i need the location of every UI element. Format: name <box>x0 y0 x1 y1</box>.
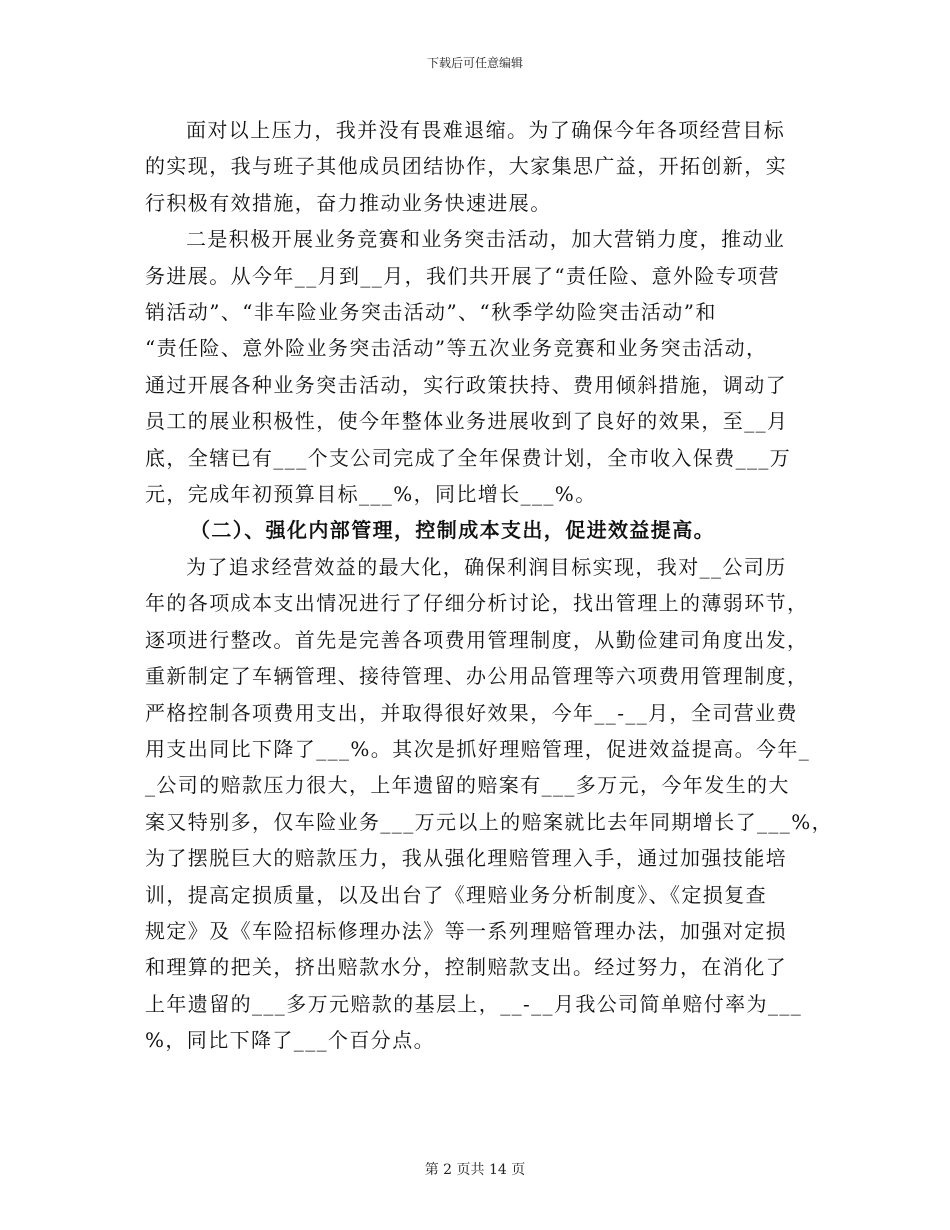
text-line: 的实现，我与班子其他成员团结协作，大家集思广益，开拓创新，实 <box>145 154 787 179</box>
section-heading <box>145 512 805 548</box>
text-line: 为了追求经营效益的最大化，确保利润目标实现，我对__公司历 <box>186 554 787 579</box>
text-line: 用支出同比下降了___%。其次是抓好理赔管理，促进效益提高。今年_ <box>145 736 811 761</box>
text-line: 逐项进行整改。首先是完善各项费用管理制度，从勤俭建司角度出发， <box>145 627 809 652</box>
heading-line: （二）、强化内部管理，控制成本支出，促进效益提高。 <box>190 518 715 543</box>
page-footer: 第 2 页共 14 页 <box>424 1162 526 1178</box>
page-header: 下载后可任意编辑 <box>426 56 523 70</box>
text-line: 务进展。从今年__月到__月，我们共开展了“责任险、意外险专项营 <box>145 263 781 288</box>
text-line: “责任险、意外险业务突击活动”等五次业务竞赛和业务突击活动， <box>145 336 768 361</box>
text-line: 上年遗留的___多万元赔款的基层上，__-__月我公司简单赔付率为___ <box>145 991 803 1016</box>
text-line: 二是积极开展业务竞赛和业务突击活动，加大营销力度，推动业 <box>186 227 786 252</box>
text-line: 员工的展业积极性，使今年整体业务进展收到了良好的效果，至__月 <box>145 409 789 434</box>
text-line: 面对以上压力，我并没有畏难退缩。为了确保今年各项经营目标 <box>186 118 786 142</box>
text-line: 严格控制各项费用支出，并取得很好效果，今年__-__月，全司营业费 <box>145 700 798 725</box>
text-line: 销活动”、“非车险业务突击活动”、“秋季学幼险突击活动”和 <box>145 300 717 325</box>
text-line: 规定》及《车险招标修理办法》等一系列理赔管理办法，加强对定损 <box>145 918 787 943</box>
text-line: 行积极有效措施，奋力推动业务快速进展。 <box>145 190 552 215</box>
text-line: 和理算的把关，挤出赔款水分，控制赔款支出。经过努力，在消化了 <box>145 955 787 980</box>
text-line: 元，完成年初预算目标___%，同比增长___%。 <box>145 482 597 507</box>
text-line: 为了摆脱巨大的赔款压力，我从强化理赔管理入手，通过加强技能培 <box>145 846 787 871</box>
text-line: 通过开展各种业务突击活动，实行政策扶持、费用倾斜措施，调动了 <box>145 372 787 397</box>
paragraph-pressure <box>145 112 805 221</box>
text-line: 训，提高定损质量，以及出台了《理赔业务分析制度》、《定损复查 <box>145 882 767 907</box>
document-body <box>145 112 834 1059</box>
paragraph-campaigns <box>145 221 805 512</box>
text-line: 底，全辖已有___个支公司完成了全年保费计划，全市收入保费___万 <box>145 445 792 470</box>
paragraph-cost-control <box>145 549 834 1059</box>
text-line: %，同比下降了___个百分点。 <box>145 1028 436 1053</box>
text-line: 重新制定了车辆管理、接待管理、办公用品管理等六项费用管理制度， <box>145 664 809 689</box>
text-line: 年的各项成本支出情况进行了仔细分析讨论，找出管理上的薄弱环节， <box>145 591 809 616</box>
text-line: _公司的赔款压力很大，上年遗留的赔案有___多万元，今年发生的大 <box>145 773 790 798</box>
text-line: 案又特别多，仅车险业务___万元以上的赔案就比去年同期增长了___%， <box>145 809 834 834</box>
